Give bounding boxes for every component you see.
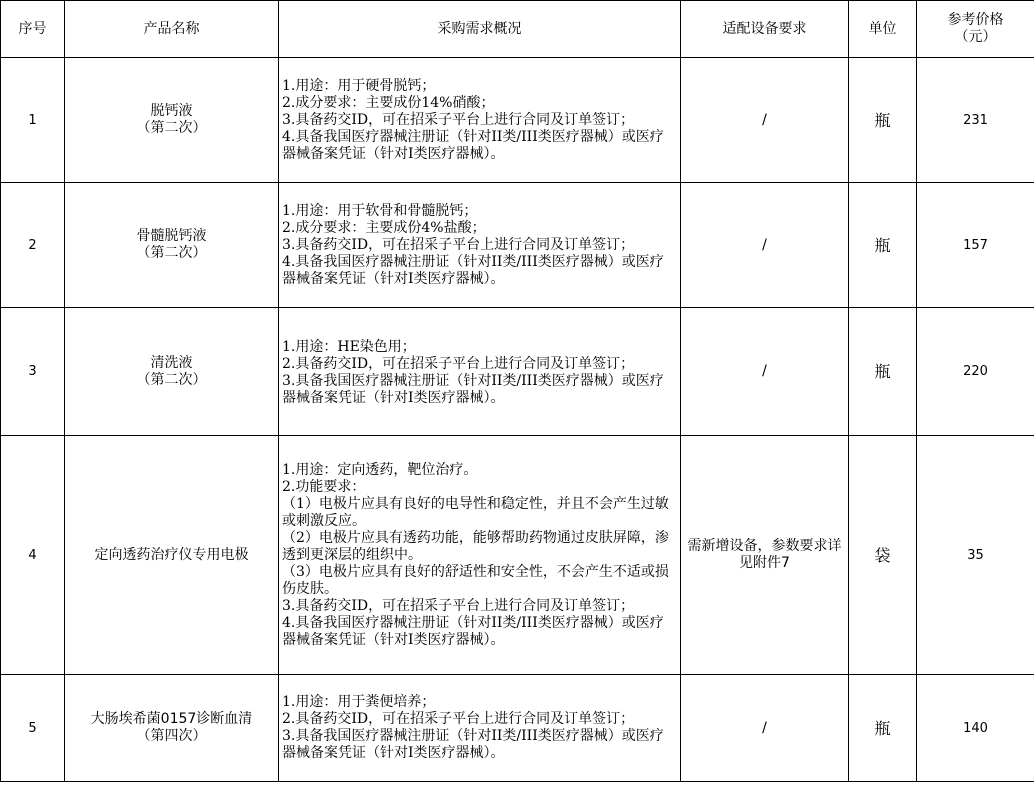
cell-price: 140 [917, 675, 1034, 782]
product-round: （第二次） [136, 120, 207, 136]
requirement-line: 2.功能要求： [282, 478, 366, 495]
product-round: （第二次） [136, 371, 207, 388]
requirement-line: 3.具备我国医疗器械注册证（针对II类/III类医疗器械）或医疗器械备案凭证（针对I类医疗器械）。 [282, 373, 664, 406]
cell-product [65, 675, 279, 782]
requirement-line: 1.用途：HE染色用； [282, 339, 416, 355]
requirement-line: 3.具备我国医疗器械注册证（针对II类/III类医疗器械）或医疗器械备案凭证（针对I类医疗器械）。 [282, 728, 664, 761]
cell-product [65, 436, 279, 675]
cell-requirements [279, 308, 681, 436]
requirement-line: 1.用途：定向透药，靶位治疗。 [282, 461, 478, 478]
requirement-line: 3.具备药交ID，可在招采子平台上进行合同及订单签订； [282, 597, 635, 614]
cell-price: 157 [917, 183, 1034, 308]
table-row [1, 308, 1034, 436]
cell-price: 231 [917, 58, 1034, 183]
requirement-line: （3）电极片应具有良好的舒适性和安全性，不会产生不适或损伤皮肤。 [282, 563, 669, 597]
product-round: （第二次） [136, 245, 207, 261]
header-row [1, 1, 1034, 58]
cell-seq: 5 [1, 675, 65, 782]
cell-requirements [279, 436, 681, 675]
cell-unit: 瓶 [849, 675, 917, 782]
header-unit: 单位 [849, 1, 917, 58]
cell-unit: 瓶 [849, 183, 917, 308]
cell-unit: 瓶 [849, 58, 917, 183]
cell-equipment: / [681, 58, 849, 183]
table-row [1, 675, 1034, 782]
requirement-line: 3.具备药交ID，可在招采子平台上进行合同及订单签订； [282, 236, 635, 253]
header-equipment: 适配设备要求 [681, 1, 849, 58]
requirement-line: （1）电极片应具有良好的电导性和稳定性，并且不会产生过敏或刺激反应。 [282, 495, 669, 529]
requirement-line: 2.成分要求：主要成份14%硝酸； [282, 94, 495, 111]
table-row [1, 58, 1034, 183]
cell-product [65, 308, 279, 436]
cell-price: 220 [917, 308, 1034, 436]
table-row [1, 436, 1034, 675]
cell-requirements [279, 58, 681, 183]
cell-seq: 3 [1, 308, 65, 436]
cell-equipment: 需新增设备，参数要求详见附件7 [681, 436, 849, 675]
cell-requirements [279, 183, 681, 308]
product-name: 清洗液 [150, 354, 193, 371]
table-row [1, 183, 1034, 308]
cell-requirements [279, 675, 681, 782]
cell-price: 35 [917, 436, 1034, 675]
cell-equipment: / [681, 183, 849, 308]
requirement-line: 1.用途：用于软骨和骨髓脱钙； [282, 202, 478, 219]
requirement-line: 2.具备药交ID，可在招采子平台上进行合同及订单签订； [282, 356, 635, 372]
product-round: （第四次） [136, 728, 207, 744]
cell-seq: 2 [1, 183, 65, 308]
product-name: 骨髓脱钙液 [136, 228, 207, 244]
cell-unit: 袋 [849, 436, 917, 675]
requirement-line: 1.用途：用于粪便培养； [282, 694, 436, 710]
product-name: 大肠埃希菌0157诊断血清 [90, 711, 253, 727]
header-price: 参考价格（元） [917, 1, 1034, 58]
cell-equipment: / [681, 675, 849, 782]
requirement-line: 4.具备我国医疗器械注册证（针对II类/III类医疗器械）或医疗器械备案凭证（针对I类医疗器械）。 [282, 614, 664, 648]
requirement-line: 1.用途：用于硬骨脱钙； [282, 77, 436, 94]
cell-seq: 1 [1, 58, 65, 183]
cell-seq: 4 [1, 436, 65, 675]
cell-product [65, 58, 279, 183]
requirement-line: （2）电极片应具有透药功能，能够帮助药物通过皮肤屏障，渗透到更深层的组织中。 [282, 529, 669, 563]
cell-unit: 瓶 [849, 308, 917, 436]
header-requirements: 采购需求概况 [279, 1, 681, 58]
header-product: 产品名称 [65, 1, 279, 58]
requirement-line: 2.成分要求：主要成份4%盐酸； [282, 219, 486, 236]
header-seq: 序号 [1, 1, 65, 58]
requirement-line: 3.具备药交ID，可在招采子平台上进行合同及订单签订； [282, 111, 635, 128]
cell-product [65, 183, 279, 308]
requirement-line: 4.具备我国医疗器械注册证（针对II类/III类医疗器械）或医疗器械备案凭证（针对I类医疗器械）。 [282, 128, 664, 162]
product-name: 脱钙液 [150, 103, 193, 119]
requirement-line: 2.具备药交ID，可在招采子平台上进行合同及订单签订； [282, 711, 635, 727]
product-name: 定向透药治疗仪专用电极 [94, 546, 249, 563]
cell-equipment: / [681, 308, 849, 436]
requirement-line: 4.具备我国医疗器械注册证（针对II类/III类医疗器械）或医疗器械备案凭证（针对I类医疗器械）。 [282, 253, 664, 287]
